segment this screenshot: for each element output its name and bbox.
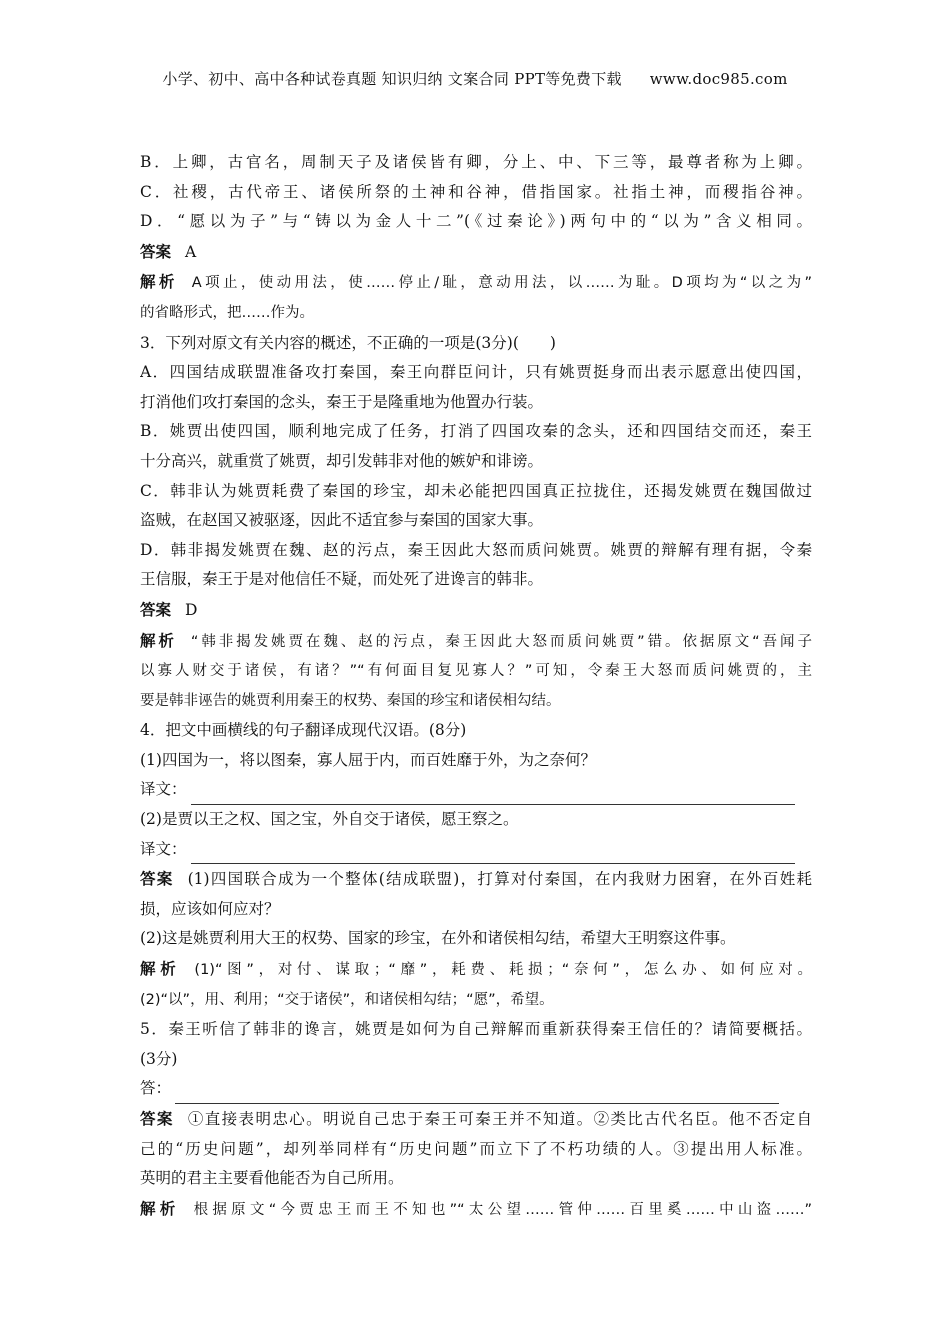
q4-answer-2: (2)这是姚贾利用大王的权势、国家的珍宝，在外和诸侯相勾结，希望大王明察这件事。 [140, 929, 736, 948]
q2-option-d: D．“愿以为子”与“铸以为金人十二”(《过秦论》)两句中的“以为”含义相同。 [140, 212, 812, 231]
analysis-label: 解析 [140, 1198, 180, 1218]
q3-option-d-line2: 王信服，秦王于是对他信任不疑，而处死了进谗言的韩非。 [140, 570, 544, 589]
answer-label: 答案 [140, 1109, 174, 1128]
q3-option-a-line2: 打消他们攻打秦国的念头，秦王于是隆重地为他置办行装。 [140, 392, 544, 411]
document-body [140, 148, 812, 1225]
page-header [0, 68, 950, 89]
q4-stem: 4．把文中画横线的句子翻译成现代汉语。(8分) [140, 721, 467, 740]
answer-label: 答案 [140, 869, 174, 889]
q3-option-b-line2: 十分高兴，就重赏了姚贾，却引发韩非对他的嫉妒和诽谤。 [140, 451, 544, 470]
q2-option-b: B．上卿，古官名，周制天子及诸侯皆有卿，分上、中、下三等，最尊者称为上卿。 [140, 153, 812, 171]
q4-sentence-1: (1)四国为一，将以图秦，寡人屈于内，而百姓靡于外，为之奈何？ [140, 750, 596, 769]
translation-blank[interactable] [191, 843, 795, 864]
q4-analysis [140, 954, 812, 986]
answer-text: ①直接表明忠心。明说自己忠于秦王可秦王并不知道。②类比古代名臣。他不否定自 [187, 1110, 812, 1128]
analysis-label: 解析 [140, 272, 178, 292]
q3-option-d-line1: D．韩非揭发姚贾在魏、赵的污点，秦王因此大怒而质问姚贾。姚贾的辩解有理有据，令秦 [140, 540, 812, 559]
q5-answer-prompt [140, 1074, 812, 1104]
answer-blank[interactable] [175, 1083, 779, 1104]
q4-analysis-2: (2)“以”，用、利用；“交于诸侯”，和诸侯相勾结；“愿”，希望。 [140, 991, 554, 1008]
q5-stem: 5．秦王听信了韩非的谗言，姚贾是如何为自己辩解而重新获得秦王信任的？请简要概括。 [140, 1020, 812, 1039]
analysis-text: (1)“图”，对付、谋取；“靡”，耗费、耗损；“奈何”，怎么办、如何应对。 [194, 962, 812, 979]
q5-answer-end: 英明的君主主要看他能否为自己所用。 [140, 1169, 404, 1188]
analysis-label: 解析 [140, 630, 177, 650]
q2-analysis-cont: 的省略形式，把……作为。 [140, 304, 314, 321]
answer-text: (1)四国联合成为一个整体(结成联盟)，打算对付秦国，在内我财力困窘，在外百姓耗 [187, 870, 812, 889]
analysis-text: “韩非揭发姚贾在魏、赵的污点，秦王因此大怒而质问姚贾”错。依据原文“吾闻子 [190, 633, 812, 650]
answer-value: D [185, 600, 198, 619]
q5-analysis [140, 1194, 812, 1226]
answer-label: 答案 [140, 241, 172, 261]
header-site: www.doc985.com [649, 70, 788, 88]
q2-option-c: C．社稷，古代帝王、诸侯所祭的土神和谷神，借指国家。社指土神，而稷指谷神。 [140, 182, 812, 201]
q3-option-a-line1: A．四国结成联盟准备攻打秦国，秦王向群臣问计，只有姚贾挺身而出表示愿意出使四国， [140, 363, 812, 382]
answer-label: 答案 [140, 599, 172, 619]
header-text: 小学、初中、高中各种试卷真题 知识归纳 文案合同 PPT等免费下载 [162, 70, 622, 88]
q3-option-c-line1: C．韩非认为姚贾耗费了秦国的珍宝，却未必能把四国真正拉拢住，还揭发姚贾在魏国做过 [140, 481, 812, 500]
analysis-label: 解析 [140, 959, 181, 979]
q3-option-b-line1: B．姚贾出使四国，顺利地完成了任务，打消了四国攻秦的念头，还和四国结交而还，秦王 [140, 422, 812, 441]
q3-analysis-end: 要是韩非诬告的姚贾利用秦王的权势、秦国的珍宝和诸侯相勾结。 [140, 692, 561, 709]
q3-option-c-line2: 盗贼，在赵国又被驱逐，因此不适宜参与秦国的国家大事。 [140, 511, 544, 530]
answer-value: A [185, 242, 197, 261]
q3-analysis-cont: 以寡人财交于诸侯，有诸？”“有何面目复见寡人？”可知，令秦王大怒而质问姚贾的，主 [140, 663, 812, 680]
q4-sentence-2: (2)是贾以王之权、国之宝，外自交于诸侯，愿王察之。 [140, 810, 519, 829]
q4-translation-2 [140, 835, 812, 865]
q2-answer [140, 237, 812, 268]
q4-answer-cont: 损，应该如何应对？ [140, 899, 280, 918]
q5-answer-cont: 己的“历史问题”，却列举同样有“历史问题”而立下了不朽功绩的人。③提出用人标准。 [140, 1139, 812, 1158]
q3-answer [140, 595, 812, 626]
q5-answer [140, 1104, 812, 1135]
analysis-text: A项止，使动用法，使……停止/耻，意动用法，以……为耻。D项均为“以之为” [191, 275, 812, 292]
answer-prompt-label: 答： [140, 1079, 172, 1098]
q4-answer [140, 864, 812, 895]
q2-analysis [140, 267, 812, 299]
q3-stem: 3．下列对原文有关内容的概述，不正确的一项是(3分)( ) [140, 333, 556, 352]
q3-analysis [140, 626, 812, 658]
q4-translation-1 [140, 775, 812, 805]
translation-label: 译文： [140, 839, 187, 858]
translation-label: 译文： [140, 780, 187, 799]
translation-blank[interactable] [191, 784, 795, 805]
q5-stem-cont: (3分) [140, 1049, 178, 1068]
analysis-text: 根据原文“今贾忠王而王不知也”“太公望……管仲……百里奚……中山盗……” [193, 1201, 812, 1218]
